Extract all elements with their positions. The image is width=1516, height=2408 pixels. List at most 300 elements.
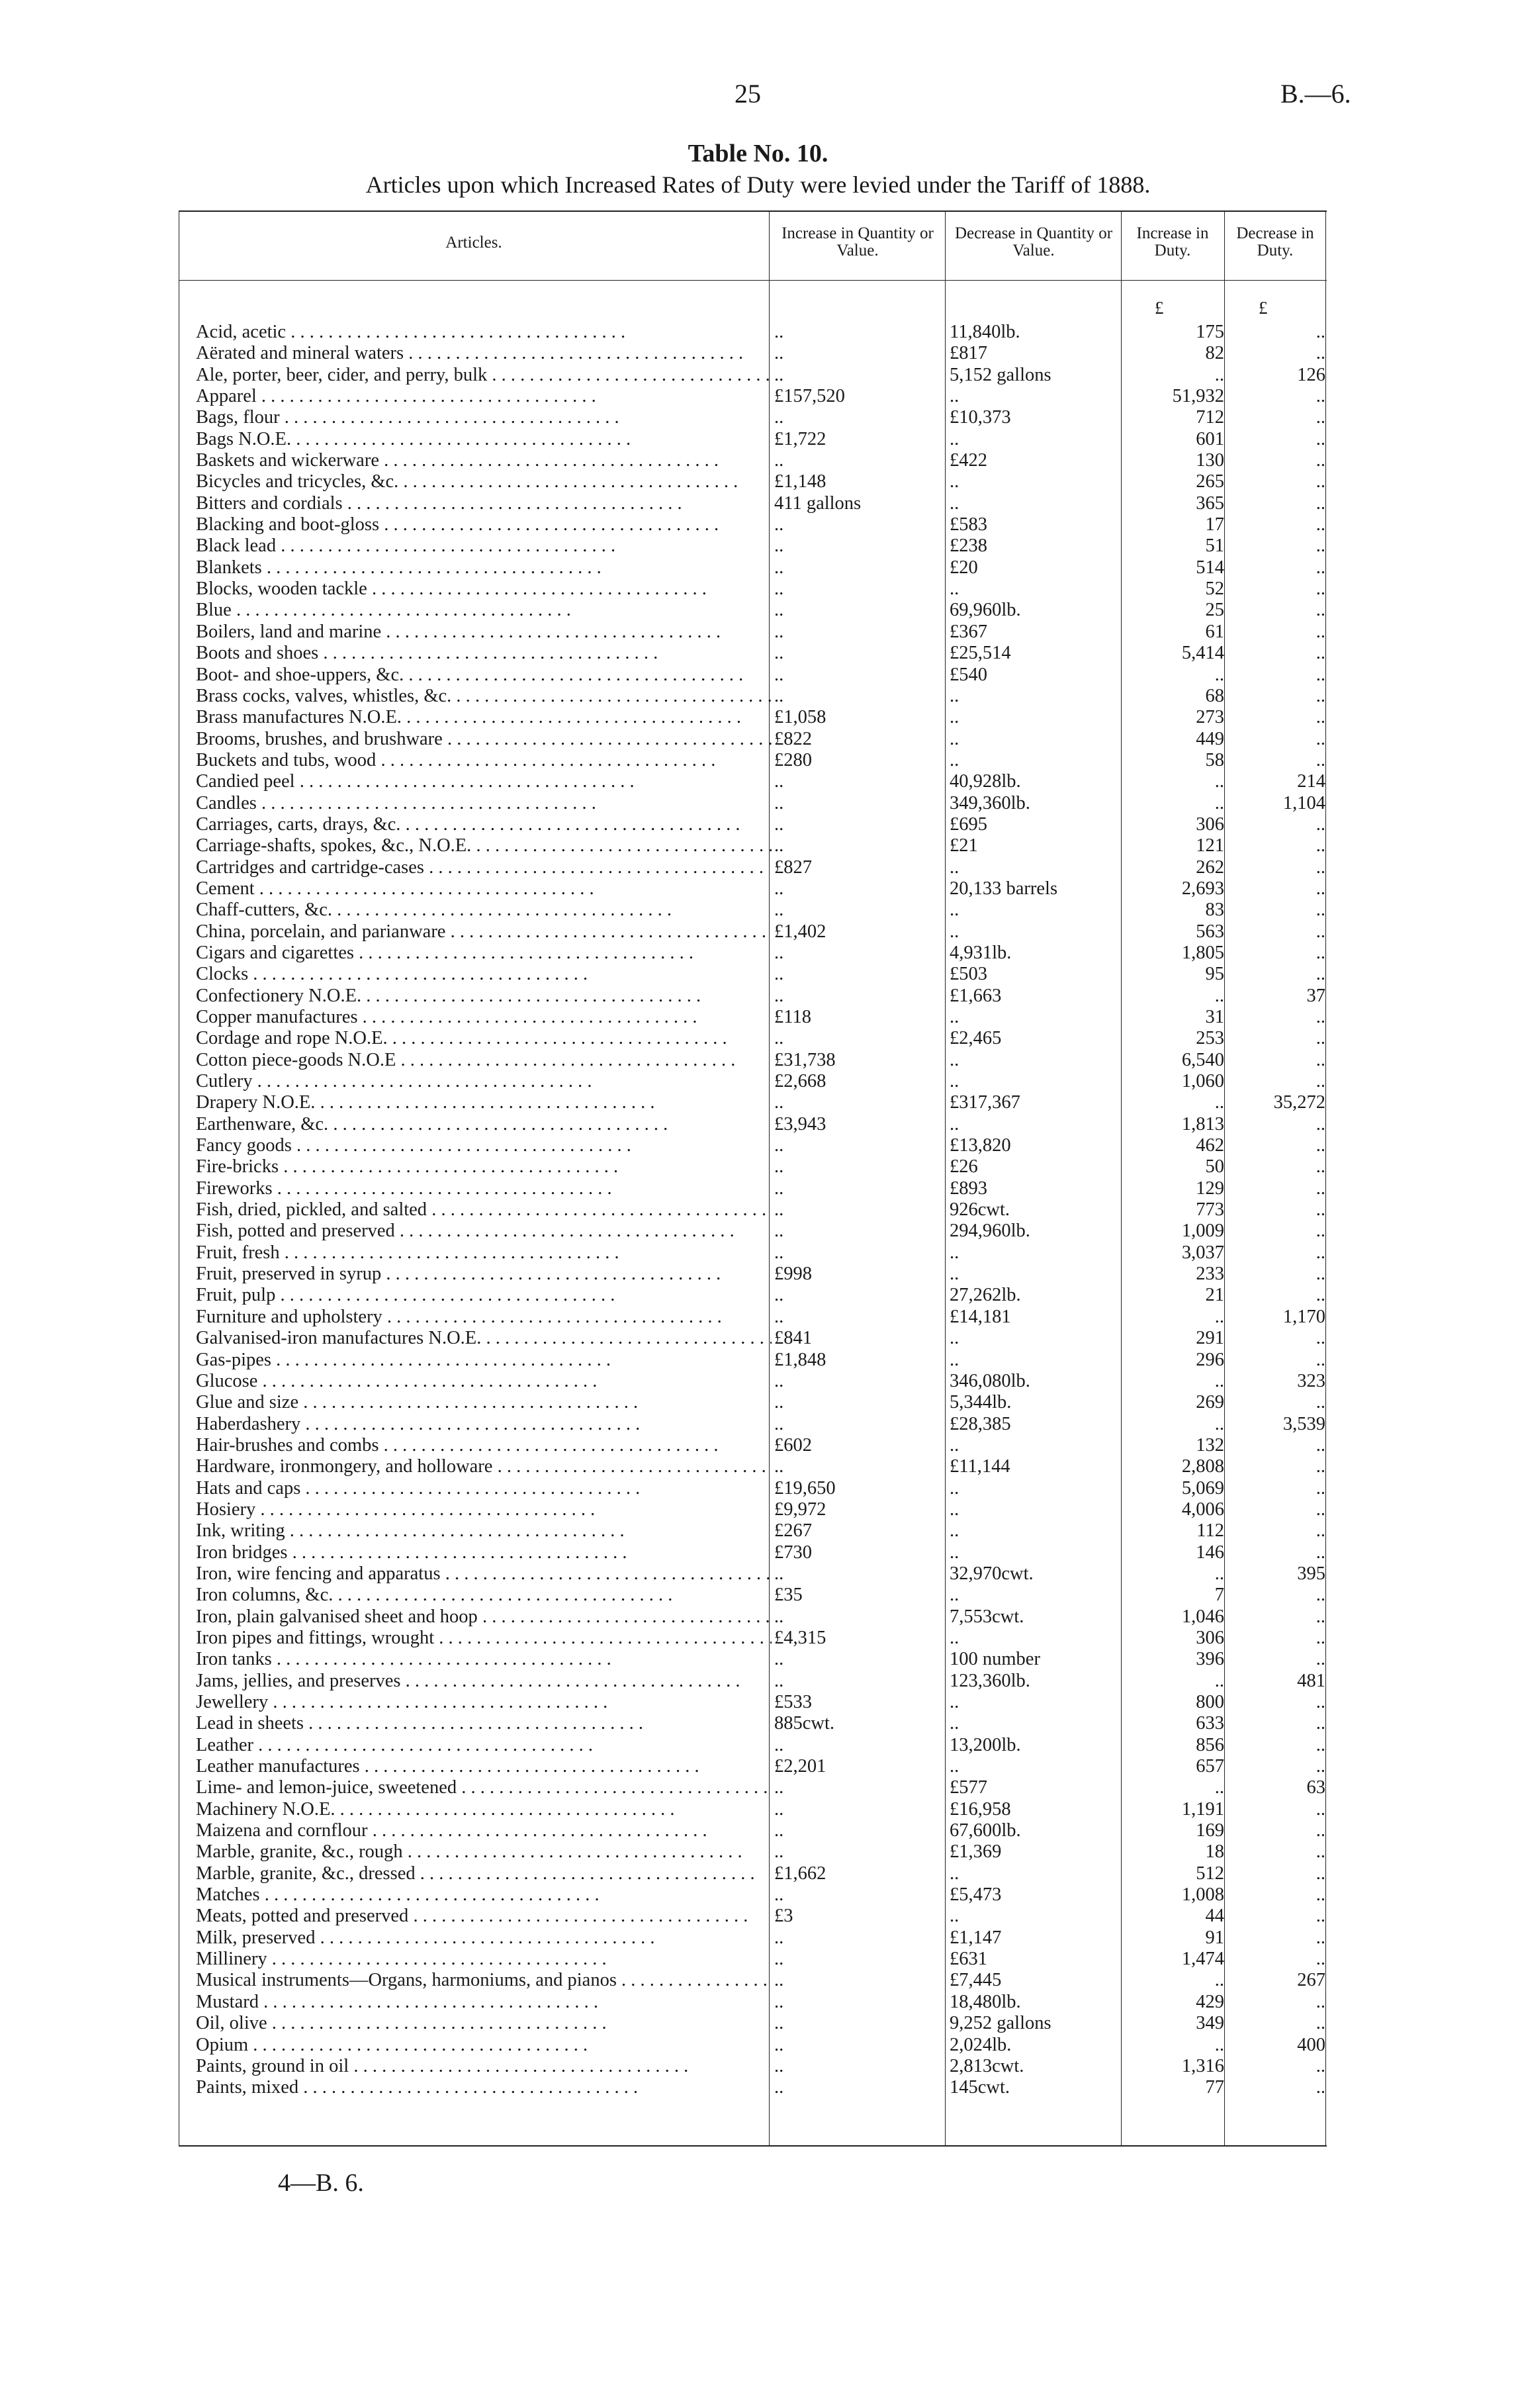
decrease-duty-cell: .. <box>1315 1949 1325 1970</box>
increase-quantity-cell: .. <box>774 1798 784 1820</box>
increase-duty-cell: 18 <box>1205 1841 1224 1863</box>
increase-quantity-cell: £1,722 <box>774 428 826 449</box>
increase-duty-cell: 512 <box>1196 1863 1224 1884</box>
decrease-quantity-cell: 123,360lb. <box>950 1670 1030 1691</box>
increase-duty-cell: 1,474 <box>1181 1949 1224 1970</box>
increase-duty-cell: 95 <box>1205 964 1224 985</box>
article-cell: Iron, wire fencing and apparatus . . <box>196 1563 772 1585</box>
increase-duty-cell: 291 <box>1196 1328 1224 1349</box>
increase-duty-cell: 306 <box>1196 1627 1224 1648</box>
decrease-duty-cell: .. <box>1315 471 1325 492</box>
table-bottom-rule <box>179 2145 1327 2147</box>
increase-duty-cell: 429 <box>1196 1991 1224 2012</box>
decrease-quantity-cell: £583 <box>950 514 987 535</box>
unit-increase-duty: £ <box>1155 298 1164 318</box>
increase-quantity-cell: .. <box>774 1178 784 1199</box>
increase-duty-cell: 112 <box>1196 1520 1224 1542</box>
article-cell: Jewellery . . <box>196 1692 772 1713</box>
decrease-quantity-cell: 145cwt. <box>950 2077 1010 2098</box>
table-row <box>179 1478 1327 1499</box>
decrease-quantity-cell: 32,970cwt. <box>950 1563 1034 1584</box>
increase-quantity-cell: .. <box>774 535 784 557</box>
table-row <box>179 1970 1327 1991</box>
increase-duty-cell: 269 <box>1196 1392 1224 1413</box>
increase-duty-cell: 2,693 <box>1181 878 1224 899</box>
increase-duty-cell: .. <box>1214 1370 1224 1391</box>
article-cell: Black lead . . <box>196 535 772 557</box>
decrease-duty-cell: .. <box>1315 813 1325 835</box>
increase-duty-cell: 233 <box>1196 1264 1224 1285</box>
increase-quantity-cell: £3,943 <box>774 1113 826 1135</box>
table-row <box>179 1307 1327 1328</box>
increase-duty-cell: 1,046 <box>1181 1606 1224 1627</box>
table-row <box>179 878 1327 900</box>
decrease-quantity-cell: 18,480lb. <box>950 1991 1021 2012</box>
table-row <box>179 1606 1327 1628</box>
decrease-duty-cell: .. <box>1315 1756 1325 1777</box>
article-cell: Candied peel . . <box>196 771 772 792</box>
decrease-quantity-cell: £7,445 <box>950 1970 1002 1991</box>
increase-quantity-cell: .. <box>774 557 784 578</box>
increase-duty-cell: 856 <box>1196 1734 1224 1755</box>
article-cell: Fish, dried, pickled, and salted . . <box>196 1199 772 1221</box>
table-row <box>179 579 1327 600</box>
article-cell: Boot- and shoe-uppers, &c. . . <box>196 665 772 686</box>
article-cell: Galvanised-iron manufactures N.O.E. . . <box>196 1328 772 1349</box>
table-row <box>179 921 1327 943</box>
decrease-quantity-cell: 100 number <box>950 1649 1040 1670</box>
article-cell: Fancy goods . . <box>196 1135 772 1156</box>
decrease-quantity-cell: .. <box>950 1585 959 1606</box>
decrease-duty-cell: 37 <box>1306 985 1325 1006</box>
increase-duty-cell: .. <box>1214 364 1224 385</box>
table-row <box>179 1735 1327 1756</box>
increase-duty-cell: 296 <box>1196 1349 1224 1370</box>
decrease-quantity-cell: 5,344lb. <box>950 1392 1012 1413</box>
article-cell: Marble, granite, &c., rough . . <box>196 1841 772 1863</box>
increase-quantity-cell: £822 <box>774 728 812 749</box>
decrease-quantity-cell: .. <box>950 1863 959 1884</box>
increase-quantity-cell: £4,315 <box>774 1627 826 1648</box>
decrease-quantity-cell: .. <box>950 1007 959 1027</box>
decrease-quantity-cell: £11,144 <box>950 1456 1010 1477</box>
decrease-quantity-cell: 2,024lb. <box>950 2034 1012 2055</box>
table-row <box>179 1949 1327 1970</box>
increase-duty-cell: .. <box>1214 664 1224 685</box>
increase-duty-cell: .. <box>1214 1306 1224 1327</box>
article-cell: Cordage and rope N.O.E. . . <box>196 1028 772 1049</box>
increase-quantity-cell: .. <box>774 771 784 792</box>
increase-duty-cell: 5,414 <box>1181 643 1224 664</box>
page-number: 25 <box>735 79 761 109</box>
increase-duty-cell: .. <box>1214 1413 1224 1434</box>
decrease-quantity-cell: £422 <box>950 450 987 471</box>
article-cell: Opium . . <box>196 2035 772 2056</box>
decrease-quantity-cell: £367 <box>950 621 987 642</box>
decrease-duty-cell: .. <box>1315 514 1325 535</box>
article-cell: Paints, mixed . . <box>196 2077 772 2098</box>
table-row <box>179 1242 1327 1264</box>
decrease-quantity-cell: .. <box>950 1520 959 1542</box>
table-row <box>179 1713 1327 1734</box>
decrease-duty-cell: .. <box>1315 1713 1325 1734</box>
decrease-quantity-cell: .. <box>950 1477 959 1499</box>
article-cell: Meats, potted and preserved . . <box>196 1906 772 1927</box>
increase-duty-cell: 5,069 <box>1181 1477 1224 1499</box>
table-row <box>179 1820 1327 1841</box>
increase-duty-cell: .. <box>1214 1970 1224 1991</box>
table-row <box>179 707 1327 728</box>
table-row <box>179 729 1327 750</box>
header-articles: Articles. <box>445 234 502 252</box>
increase-duty-cell: .. <box>1214 792 1224 813</box>
decrease-duty-cell: .. <box>1315 428 1325 449</box>
table-row <box>179 943 1327 964</box>
article-cell: Gas-pipes . . <box>196 1350 772 1371</box>
increase-quantity-cell: .. <box>774 450 784 471</box>
article-cell: Blacking and boot-gloss . . <box>196 514 772 535</box>
increase-duty-cell: 51,932 <box>1172 386 1224 407</box>
article-cell: Mustard . . <box>196 1992 772 2013</box>
increase-duty-cell: 773 <box>1196 1199 1224 1221</box>
table-row <box>179 835 1327 857</box>
increase-duty-cell: 3,037 <box>1181 1242 1224 1263</box>
decrease-duty-cell: .. <box>1315 878 1325 899</box>
decrease-quantity-cell: .. <box>950 1242 959 1263</box>
increase-duty-cell: 130 <box>1196 450 1224 471</box>
table-row <box>179 1671 1327 1692</box>
article-cell: Brass cocks, valves, whistles, &c. . . <box>196 686 772 707</box>
increase-duty-cell: 7 <box>1214 1585 1224 1606</box>
increase-duty-cell: 1,008 <box>1181 1884 1224 1906</box>
increase-duty-cell: .. <box>1214 985 1224 1006</box>
increase-quantity-cell: .. <box>774 1734 784 1755</box>
decrease-quantity-cell: 67,600lb. <box>950 1820 1021 1841</box>
increase-duty-cell: .. <box>1214 1777 1224 1798</box>
decrease-quantity-cell: £1,147 <box>950 1927 1002 1948</box>
decrease-quantity-cell: .. <box>950 921 959 942</box>
increase-duty-cell: 4,006 <box>1181 1499 1224 1520</box>
table-row <box>179 2035 1327 2056</box>
increase-quantity-cell: .. <box>774 2077 784 2098</box>
table-row <box>179 1799 1327 1820</box>
table-row <box>179 1435 1327 1456</box>
increase-quantity-cell: £1,662 <box>774 1863 826 1884</box>
article-cell: Aërated and mineral waters . . <box>196 343 772 364</box>
decrease-duty-cell: .. <box>1315 1007 1325 1027</box>
decrease-quantity-cell: .. <box>950 1434 959 1456</box>
increase-quantity-cell: .. <box>774 1820 784 1841</box>
increase-duty-cell: 1,805 <box>1181 942 1224 963</box>
decrease-quantity-cell: .. <box>950 386 959 407</box>
decrease-duty-cell: .. <box>1315 1349 1325 1370</box>
increase-quantity-cell: £841 <box>774 1328 812 1349</box>
decrease-duty-cell: .. <box>1315 707 1325 728</box>
increase-duty-cell: 1,316 <box>1181 2055 1224 2076</box>
article-cell: Jams, jellies, and preserves . . <box>196 1671 772 1692</box>
increase-quantity-cell: .. <box>774 835 784 857</box>
increase-duty-cell: 2,808 <box>1181 1456 1224 1477</box>
article-cell: Leather manufactures . . <box>196 1756 772 1777</box>
decrease-duty-cell: 395 <box>1297 1563 1325 1584</box>
decrease-duty-cell: .. <box>1315 1863 1325 1884</box>
article-cell: Oil, olive . . <box>196 2013 772 2034</box>
table-row <box>179 1328 1327 1349</box>
decrease-duty-cell: .. <box>1315 1392 1325 1413</box>
decrease-duty-cell: .. <box>1315 1520 1325 1542</box>
table-row <box>179 1649 1327 1670</box>
decrease-duty-cell: .. <box>1315 1884 1325 1906</box>
article-cell: Acid, acetic . . <box>196 322 772 343</box>
increase-duty-cell: 17 <box>1205 514 1224 535</box>
increase-quantity-cell: .. <box>774 1392 784 1413</box>
decrease-quantity-cell: .. <box>950 1349 959 1370</box>
article-cell: Ale, porter, beer, cider, and perry, bulk . . <box>196 365 772 386</box>
decrease-duty-cell: .. <box>1315 643 1325 664</box>
decrease-quantity-cell: £26 <box>950 1156 978 1178</box>
increase-quantity-cell: £1,148 <box>774 471 826 492</box>
article-cell: Clocks . . <box>196 964 772 985</box>
increase-duty-cell: 265 <box>1196 471 1224 492</box>
article-cell: Fire-bricks . . <box>196 1156 772 1178</box>
increase-duty-cell: 1,060 <box>1181 1071 1224 1092</box>
table-row <box>179 1906 1327 1927</box>
table-row <box>179 1927 1327 1949</box>
table-row <box>179 2077 1327 2098</box>
decrease-duty-cell: .. <box>1315 621 1325 642</box>
increase-duty-cell: .. <box>1214 1563 1224 1584</box>
increase-quantity-cell: .. <box>774 1970 784 1991</box>
decrease-quantity-cell: .. <box>950 857 959 878</box>
increase-duty-cell: 121 <box>1196 835 1224 857</box>
table-row <box>179 1392 1327 1413</box>
decrease-quantity-cell: .. <box>950 1071 959 1092</box>
increase-quantity-cell: £2,668 <box>774 1071 826 1092</box>
table-row <box>179 1520 1327 1542</box>
decrease-quantity-cell: .. <box>950 471 959 492</box>
decrease-quantity-cell: £21 <box>950 835 978 857</box>
article-cell: Brooms, brushes, and brushware . . <box>196 729 772 750</box>
table-row <box>179 643 1327 664</box>
article-cell: Buckets and tubs, wood . . <box>196 750 772 771</box>
increase-duty-cell: 657 <box>1196 1756 1224 1777</box>
table-row <box>179 1628 1327 1649</box>
increase-quantity-cell: .. <box>774 900 784 921</box>
article-cell: Ink, writing . . <box>196 1520 772 1542</box>
decrease-duty-cell: .. <box>1315 1113 1325 1135</box>
table-row <box>179 857 1327 878</box>
header-increase-quantity: Increase in Quantity or Value. <box>781 224 934 259</box>
increase-duty-cell: .. <box>1214 1670 1224 1691</box>
decrease-duty-cell: .. <box>1315 664 1325 685</box>
table-row <box>179 1007 1327 1028</box>
increase-duty-cell: 146 <box>1196 1542 1224 1563</box>
article-cell: Drapery N.O.E. . . <box>196 1092 772 1113</box>
table-row <box>179 771 1327 792</box>
decrease-quantity-cell: 349,360lb. <box>950 792 1030 813</box>
decrease-quantity-cell: .. <box>950 1756 959 1777</box>
decrease-duty-cell: .. <box>1315 1264 1325 1285</box>
increase-quantity-cell: £31,738 <box>774 1049 836 1070</box>
decrease-duty-cell: .. <box>1315 835 1325 857</box>
article-cell: Fish, potted and preserved . . <box>196 1221 772 1242</box>
table-row <box>179 1992 1327 2013</box>
decrease-duty-cell: .. <box>1315 1627 1325 1648</box>
decrease-duty-cell: .. <box>1315 1178 1325 1199</box>
increase-quantity-cell: £280 <box>774 749 812 770</box>
increase-quantity-cell: .. <box>774 2013 784 2034</box>
table-row <box>179 1863 1327 1884</box>
decrease-quantity-cell: .. <box>950 749 959 770</box>
article-cell: Iron, plain galvanised sheet and hoop . . <box>196 1606 772 1628</box>
increase-duty-cell: 633 <box>1196 1713 1224 1734</box>
article-cell: Milk, preserved . . <box>196 1927 772 1949</box>
increase-duty-cell: 1,009 <box>1181 1221 1224 1242</box>
article-cell: Carriages, carts, drays, &c. . . <box>196 814 772 835</box>
increase-quantity-cell: 885cwt. <box>774 1713 835 1734</box>
article-cell: Maizena and cornflour . . <box>196 1820 772 1841</box>
article-cell: Matches . . <box>196 1884 772 1906</box>
increase-duty-cell: 77 <box>1205 2077 1224 2098</box>
increase-quantity-cell: .. <box>774 1306 784 1327</box>
increase-quantity-cell: .. <box>774 878 784 899</box>
table-row <box>179 1285 1327 1306</box>
table-row <box>179 1350 1327 1371</box>
decrease-duty-cell: .. <box>1315 1456 1325 1477</box>
increase-quantity-cell: .. <box>774 792 784 813</box>
increase-quantity-cell: .. <box>774 579 784 600</box>
decrease-quantity-cell: .. <box>950 685 959 706</box>
decrease-quantity-cell: £817 <box>950 343 987 364</box>
article-cell: Lime- and lemon-juice, sweetened . . <box>196 1777 772 1798</box>
increase-quantity-cell: .. <box>774 1884 784 1906</box>
table-row <box>179 986 1327 1007</box>
table-row <box>179 1414 1327 1435</box>
decrease-quantity-cell: 20,133 barrels <box>950 878 1058 899</box>
article-cell: Machinery N.O.E. . . <box>196 1799 772 1820</box>
increase-quantity-cell: .. <box>774 1949 784 1970</box>
increase-quantity-cell: .. <box>774 343 784 364</box>
decrease-duty-cell: .. <box>1315 1585 1325 1606</box>
decrease-quantity-cell: .. <box>950 492 959 514</box>
table-row <box>179 493 1327 514</box>
increase-duty-cell: 306 <box>1196 813 1224 835</box>
increase-quantity-cell: .. <box>774 364 784 385</box>
article-cell: Bags, flour . . <box>196 407 772 428</box>
decrease-duty-cell: .. <box>1315 1028 1325 1049</box>
decrease-quantity-cell: 5,152 gallons <box>950 364 1051 385</box>
table-row <box>179 793 1327 814</box>
table-subtitle: Articles upon which Increased Rates of Duty were levied under the Tariff of 1888. <box>365 171 1151 198</box>
decrease-duty-cell: .. <box>1315 1242 1325 1263</box>
increase-quantity-cell: .. <box>774 1092 784 1113</box>
table-row <box>179 1050 1327 1071</box>
footer-signature: 4—B. 6. <box>278 2169 364 2197</box>
table-row <box>179 1841 1327 1863</box>
decrease-quantity-cell: 294,960lb. <box>950 1221 1030 1242</box>
article-cell: Cutlery . . <box>196 1071 772 1092</box>
article-cell: Fruit, preserved in syrup . . <box>196 1264 772 1285</box>
decrease-duty-cell: .. <box>1315 1991 1325 2012</box>
unit-decrease-duty: £ <box>1259 298 1268 318</box>
decrease-duty-cell: .. <box>1315 1734 1325 1755</box>
article-cell: Iron columns, &c. . . <box>196 1585 772 1606</box>
article-cell: Hair-brushes and combs . . <box>196 1435 772 1456</box>
increase-quantity-cell: .. <box>774 1242 784 1263</box>
table-row <box>179 1199 1327 1221</box>
increase-duty-cell: 58 <box>1205 749 1224 770</box>
increase-quantity-cell: .. <box>774 1563 784 1584</box>
increase-duty-cell: 175 <box>1196 322 1224 342</box>
table-row <box>179 557 1327 579</box>
increase-quantity-cell: £9,972 <box>774 1499 826 1520</box>
table-row <box>179 1114 1327 1135</box>
increase-duty-cell: 262 <box>1196 857 1224 878</box>
decrease-quantity-cell: 40,928lb. <box>950 771 1021 792</box>
decrease-quantity-cell: 7,553cwt. <box>950 1606 1024 1627</box>
decrease-duty-cell: 323 <box>1297 1370 1325 1391</box>
decrease-duty-cell: .. <box>1315 1927 1325 1948</box>
increase-duty-cell: .. <box>1214 2034 1224 2055</box>
increase-duty-cell: 365 <box>1196 492 1224 514</box>
decrease-quantity-cell: £1,369 <box>950 1841 1002 1863</box>
table-row <box>179 1585 1327 1606</box>
table-row <box>179 322 1327 343</box>
decrease-duty-cell: .. <box>1315 557 1325 578</box>
decrease-duty-cell: .. <box>1315 2077 1325 2098</box>
decrease-duty-cell: .. <box>1315 1906 1325 1927</box>
article-cell: Iron tanks . . <box>196 1649 772 1670</box>
decrease-duty-cell: .. <box>1315 492 1325 514</box>
increase-duty-cell: 800 <box>1196 1692 1224 1712</box>
article-cell: Fireworks . . <box>196 1178 772 1199</box>
article-cell: Cartridges and cartridge-cases . . <box>196 857 772 878</box>
increase-duty-cell: 51 <box>1205 535 1224 557</box>
decrease-quantity-cell: 13,200lb. <box>950 1734 1021 1755</box>
decrease-duty-cell: .. <box>1315 407 1325 428</box>
increase-quantity-cell: .. <box>774 621 784 642</box>
table-row <box>179 600 1327 621</box>
increase-duty-cell: 6,540 <box>1181 1049 1224 1070</box>
increase-quantity-cell: .. <box>774 664 784 685</box>
article-cell: Bags N.O.E. . . <box>196 429 772 450</box>
table-row <box>179 665 1327 686</box>
decrease-quantity-cell: £577 <box>950 1777 987 1798</box>
increase-quantity-cell: £533 <box>774 1692 812 1712</box>
duty-table <box>179 210 1327 2147</box>
table-row <box>179 386 1327 407</box>
decrease-duty-cell: .. <box>1315 2055 1325 2076</box>
increase-quantity-cell: .. <box>774 1927 784 1948</box>
increase-quantity-cell: £827 <box>774 857 812 878</box>
increase-quantity-cell: .. <box>774 685 784 706</box>
table-row <box>179 1178 1327 1199</box>
decrease-quantity-cell: .. <box>950 1499 959 1520</box>
article-cell: Boilers, land and marine . . <box>196 622 772 643</box>
article-cell: Musical instruments—Organs, harmoniums, and pianos . . <box>196 1970 772 1991</box>
increase-quantity-cell: £267 <box>774 1520 812 1542</box>
decrease-quantity-cell: .. <box>950 1692 959 1712</box>
article-cell: Hosiery . . <box>196 1499 772 1520</box>
increase-duty-cell: 21 <box>1205 1285 1224 1306</box>
decrease-duty-cell: .. <box>1315 1477 1325 1499</box>
table-row <box>179 622 1327 643</box>
article-cell: Baskets and wickerware . . <box>196 450 772 471</box>
increase-duty-cell: 129 <box>1196 1178 1224 1199</box>
table-row <box>179 407 1327 428</box>
decrease-duty-cell: 3,539 <box>1282 1413 1325 1434</box>
decrease-quantity-cell: .. <box>950 1906 959 1927</box>
